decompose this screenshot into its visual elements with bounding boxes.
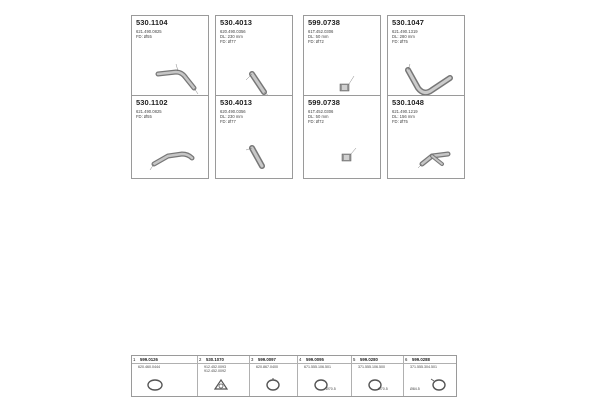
part-code: 530.1102 xyxy=(136,98,168,107)
accessory-code: 530.1070 xyxy=(206,357,224,362)
part-card-2[interactable] xyxy=(215,15,293,99)
part-spec: 621.490.1319 xyxy=(392,29,418,34)
part-code: 530.1104 xyxy=(136,18,168,27)
accessory-spec: 912.452.0093 xyxy=(204,365,226,369)
sleeve-drawing xyxy=(304,124,382,180)
part-card-1[interactable] xyxy=(131,15,209,99)
part-spec: FD: Ø72 xyxy=(308,119,324,124)
y-pipe-drawing xyxy=(388,124,466,180)
accessory-code: 599.0288 xyxy=(412,357,430,362)
gasket-icon xyxy=(212,378,230,392)
accessory-cell[interactable] xyxy=(298,356,352,396)
part-spec: DL: 50 mm xyxy=(308,34,329,39)
accessory-code: 599.0126 xyxy=(140,357,158,362)
accessory-number: 3 xyxy=(251,357,254,362)
accessory-cell[interactable] xyxy=(352,356,404,396)
accessory-header xyxy=(250,356,297,364)
part-card-4[interactable] xyxy=(387,15,465,99)
accessory-header xyxy=(352,356,403,364)
part-spec: FD: Ø72 xyxy=(308,39,324,44)
accessory-header xyxy=(404,356,456,364)
part-card-3[interactable] xyxy=(303,15,381,99)
part-card-8[interactable] xyxy=(387,95,465,179)
part-spec: 621.490.0825 xyxy=(136,29,162,34)
part-spec: 620.490.0356 xyxy=(220,29,246,34)
accessory-number: 4 xyxy=(299,357,302,362)
accessory-cell[interactable] xyxy=(250,356,298,396)
sleeve-drawing xyxy=(304,44,382,100)
accessory-cell[interactable] xyxy=(132,356,198,396)
accessory-number: 2 xyxy=(199,357,202,362)
accessory-code: 599.0097 xyxy=(258,357,276,362)
straight-pipe-drawing xyxy=(216,44,294,100)
part-card-6[interactable] xyxy=(215,95,293,179)
clamp-ring-icon xyxy=(430,378,448,392)
accessory-number: 1 xyxy=(133,357,136,362)
accessory-header xyxy=(132,356,197,364)
accessory-cell[interactable] xyxy=(198,356,250,396)
part-code: 530.1047 xyxy=(392,18,425,27)
part-spec: FD: Ø75 xyxy=(392,39,408,44)
part-spec: DL: 50 mm xyxy=(308,114,329,119)
part-code: 599.0738 xyxy=(308,98,341,107)
accessories-table xyxy=(131,355,457,397)
part-code: 599.0738 xyxy=(308,18,341,27)
part-spec: FD: Ø55 xyxy=(136,114,152,119)
accessory-header xyxy=(298,356,351,364)
accessory-spec: 671.555.106.501 xyxy=(304,365,331,369)
part-spec: DL: 280 mm xyxy=(392,34,415,39)
clamp-ring-icon xyxy=(264,378,282,392)
accessory-spec: 371.555.106.500 xyxy=(358,365,385,369)
part-spec: 621.490.0825 xyxy=(136,109,162,114)
accessory-cell[interactable] xyxy=(404,356,456,396)
accessory-header xyxy=(198,356,249,364)
part-spec: 621.490.1219 xyxy=(392,109,418,114)
accessory-spec: 620.867.0400 xyxy=(256,365,278,369)
accessory-diameter: Ø70.5 xyxy=(326,387,336,391)
accessory-diameter: Ø70.5 xyxy=(378,387,388,391)
bent-pipe-drawing xyxy=(132,44,210,100)
part-code: 530.4013 xyxy=(220,98,253,107)
accessory-spec: 912.452.0092 xyxy=(204,369,226,373)
bent-pipe-drawing xyxy=(388,44,466,100)
clamp-ring-icon xyxy=(146,378,164,392)
part-card-5[interactable] xyxy=(131,95,209,179)
accessory-diameter: Ø84.5 xyxy=(410,387,420,391)
part-spec: FD: Ø75 xyxy=(392,119,408,124)
part-spec: 61T.452.0306 xyxy=(308,109,334,114)
accessory-spec: 371.555.304.501 xyxy=(410,365,437,369)
part-spec: FD: Ø77 xyxy=(220,39,236,44)
accessory-number: 5 xyxy=(353,357,356,362)
accessory-code: 599.0280 xyxy=(360,357,378,362)
accessory-code: 599.0095 xyxy=(306,357,324,362)
part-spec: 620.490.0356 xyxy=(220,109,246,114)
accessory-number: 6 xyxy=(405,357,408,362)
bent-pipe-drawing xyxy=(132,124,210,180)
part-spec: FD: Ø77 xyxy=(220,119,236,124)
part-code: 530.4013 xyxy=(220,18,253,27)
part-code: 530.1048 xyxy=(392,98,425,107)
part-spec: DL: 156 mm xyxy=(392,114,415,119)
straight-pipe-drawing xyxy=(216,124,294,180)
part-spec: 61T.452.0306 xyxy=(308,29,334,34)
part-spec: DL: 230 mm xyxy=(220,34,243,39)
part-spec: FD: Ø55 xyxy=(136,34,152,39)
accessory-spec: 620.460.0444 xyxy=(138,365,160,369)
part-card-7[interactable] xyxy=(303,95,381,179)
part-spec: DL: 230 mm xyxy=(220,114,243,119)
